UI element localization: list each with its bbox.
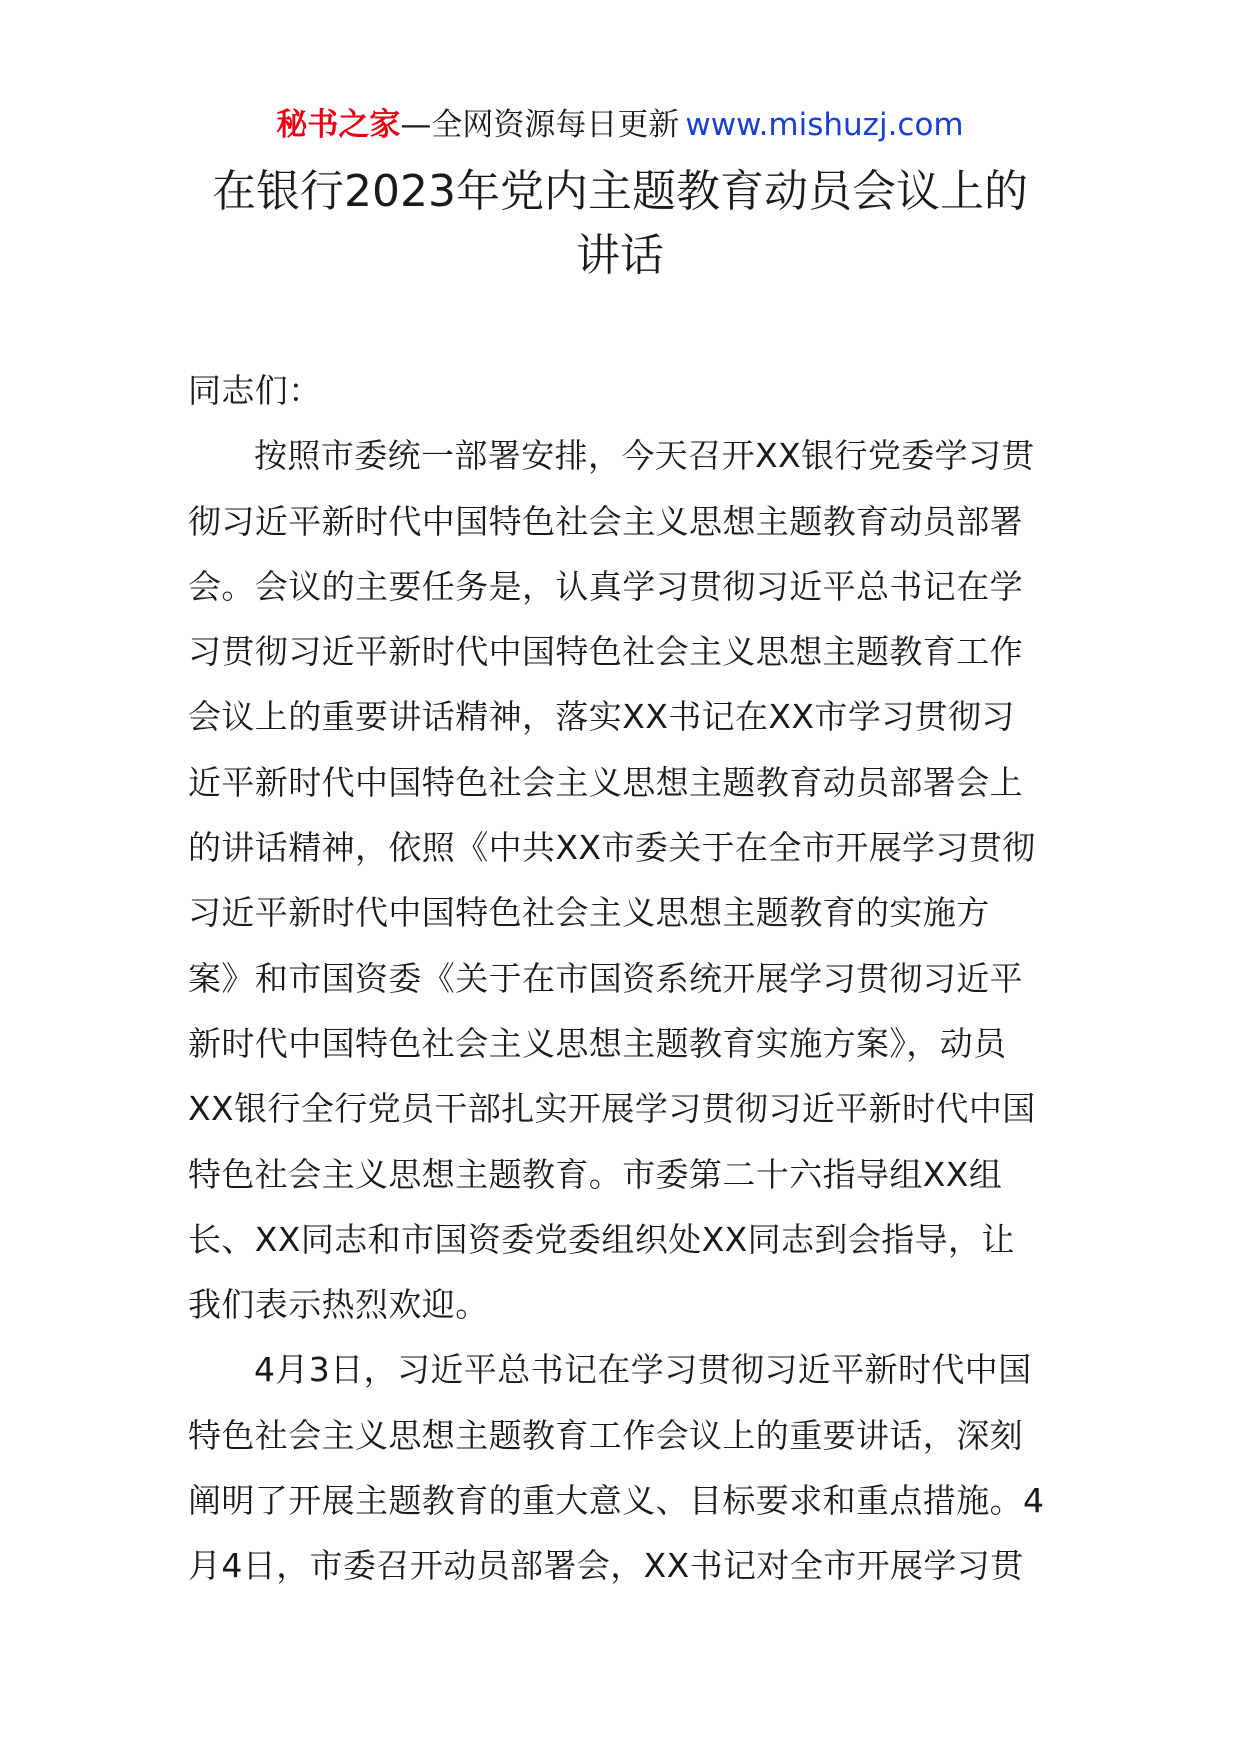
- paragraph-line: 特色社会主义思想主题教育工作会议上的重要讲话，深刻: [188, 1415, 1023, 1455]
- site-tagline: —全网资源每日更新: [400, 107, 680, 143]
- paragraph-1: [188, 423, 1058, 1337]
- paragraph-line: 的讲话精神，依照《中共XX市委关于在全市开展学习贯彻: [188, 828, 1036, 868]
- salutation: 同志们：: [188, 371, 322, 410]
- paragraph-line: 彻习近平新时代中国特色社会主义思想主题教育动员部署: [188, 501, 1023, 541]
- document-title: [150, 160, 1090, 288]
- paragraph-line: 阐明了开展主题教育的重大意义、目标要求和重点措施。4: [188, 1481, 1045, 1521]
- document-title-line: 在银行2023年党内主题教育动员会议上的: [212, 166, 1028, 217]
- paragraph-line: 会。会议的主要任务是，认真学习贯彻习近平总书记在学: [188, 566, 1023, 606]
- site-url-link[interactable]: www.mishuzj.com: [685, 107, 964, 143]
- paragraph-2: [188, 1337, 1058, 1598]
- site-brand: 秘书之家: [276, 107, 401, 143]
- paragraph-line: 4月3日，习近平总书记在学习贯彻习近平新时代中国: [254, 1350, 1032, 1390]
- document-body: [188, 358, 1058, 1599]
- document-title-line: 讲话: [576, 230, 664, 281]
- site-header: [0, 98, 1240, 152]
- paragraph-line: XX银行全行党员干部扎实开展学习贯彻习近平新时代中国: [188, 1089, 1036, 1129]
- paragraph-line: 特色社会主义思想主题教育。市委第二十六指导组XX组: [188, 1154, 1003, 1194]
- paragraph-line: 长、XX同志和市国资委党委组织处XX同志到会指导，让: [188, 1219, 1015, 1259]
- paragraph-line: 月4日，市委召开动员部署会，XX书记对全市开展学习贯: [188, 1546, 1024, 1586]
- paragraph-line: 案》和市国资委《关于在市国资系统开展学习贯彻习近平: [188, 958, 1023, 998]
- paragraph-line: 习贯彻习近平新时代中国特色社会主义思想主题教育工作: [188, 632, 1023, 672]
- paragraph-line: 会议上的重要讲话精神，落实XX书记在XX市学习贯彻习: [188, 697, 1015, 737]
- paragraph-line: 新时代中国特色社会主义思想主题教育实施方案》，动员: [188, 1023, 1007, 1063]
- paragraph-line: 按照市委统一部署安排，今天召开XX银行党委学习贯: [254, 436, 1035, 476]
- paragraph-line: 我们表示热烈欢迎。: [188, 1285, 489, 1325]
- paragraph-line: 习近平新时代中国特色社会主义思想主题教育的实施方: [188, 893, 990, 933]
- paragraph-line: 近平新时代中国特色社会主义思想主题教育动员部署会上: [188, 762, 1023, 802]
